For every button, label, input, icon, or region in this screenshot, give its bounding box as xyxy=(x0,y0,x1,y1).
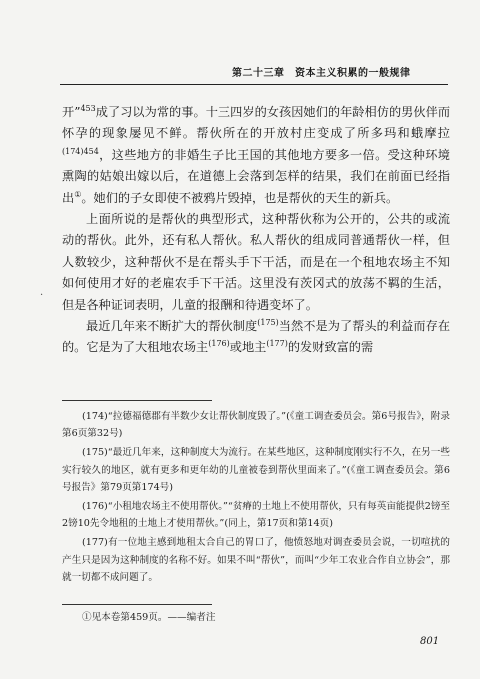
p1-text-c: ，这些地方的非婚生子比王国的其他地方要多一倍。受这种环境熏陶的姑娘出嫁以后，在道德上会落到怎样的结果，我们在前面已经指出 xyxy=(62,147,450,205)
p3-text-d: 的发财致富的需 xyxy=(287,340,374,355)
p3-text-b: 当然不是为了帮头的利益而存在的。它是为了大租地农场主 xyxy=(62,319,451,355)
editor-note-rule xyxy=(62,604,212,605)
page-number: 801 xyxy=(420,636,440,647)
p3-text-a: 最近几年来不断扩大的帮伙制度 xyxy=(86,319,258,334)
p1-sup-a: 453 xyxy=(80,104,96,113)
footnote-rule xyxy=(62,400,212,401)
footnote-176: (176)“小租地农场主不使用帮伙。”“贫瘠的土地上不使用帮伙，只有每英亩能提供2镑至2镑10先令地租的土地上才使用帮伙。”(同上，第17页和第14页) xyxy=(62,501,451,530)
p3-sup-a: (175) xyxy=(257,318,279,328)
editor-note: ①见本卷第459页。——编者注 xyxy=(82,612,216,623)
p3-text-c: 或地主 xyxy=(229,340,267,355)
main-text xyxy=(62,102,450,359)
paragraph-2: 上面所说的是帮伙的典型形式，这种帮伙称为公开的，公共的或流动的帮伙。此外，还有私人帮伙。私人帮伙的组成同普通帮伙一样，但人数较少，这种帮伙不是在帮头手下干活，而是在一个租地农场主不知如何使用才好的老雇农手下干活。这里没有茨冈式的放荡不羁的生活，但是各种证词表明，儿童的报酬和待遇变坏了。 xyxy=(62,212,450,312)
running-header: 第二十三章 资本主义积累的一般规律 xyxy=(232,68,411,79)
p1-text-b: 成了习以为常的事。十三四岁的女孩因她们的年龄相仿的男伙伴而怀孕的现象屡见不鲜。帮伙所在的开放村庄变成了所多玛和蛾摩拉 xyxy=(62,105,451,141)
header-rule xyxy=(60,84,448,85)
paragraph-1 xyxy=(62,102,450,209)
footnote-174: (174)“拉德福德郡有半数少女让帮伙制度毁了。”(《童工调查委员会。第6号报告》，附录第6页第32号) xyxy=(62,411,450,440)
footnotes xyxy=(62,408,450,588)
p3-sup-c: (177) xyxy=(266,339,288,349)
p1-sup-b: (174)454 xyxy=(62,146,99,156)
p1-sup-c: ① xyxy=(74,189,82,199)
p1-text-a: 开” xyxy=(62,105,81,119)
paragraph-3 xyxy=(62,316,450,359)
p3-sup-b: (176) xyxy=(208,339,230,349)
p1-text-d: 。她们的子女即使不被鸦片毁掉，也是帮伙的天生的新兵。 xyxy=(81,190,399,205)
footnote-177: (177)有一位地主感到地租太合自己的胃口了，他愤怒地对调查委员会说，一切喧扰的产生只是因为这种制度的名称不好。如果不叫“帮伙”，而叫“少年工农业合作自立协会”，那就一切都不成问题了。 xyxy=(62,537,450,583)
margin-mark: · xyxy=(40,290,44,301)
footnote-175: (175)“最近几年来，这种制度大为流行。在某些地区，这种制度刚实行不久，在另一些实行较久的地区，就有更多和更年幼的儿童被卷到帮伙里面来了。”(《童工调查委员会。第6号报告》第79页第174号) xyxy=(62,447,450,493)
